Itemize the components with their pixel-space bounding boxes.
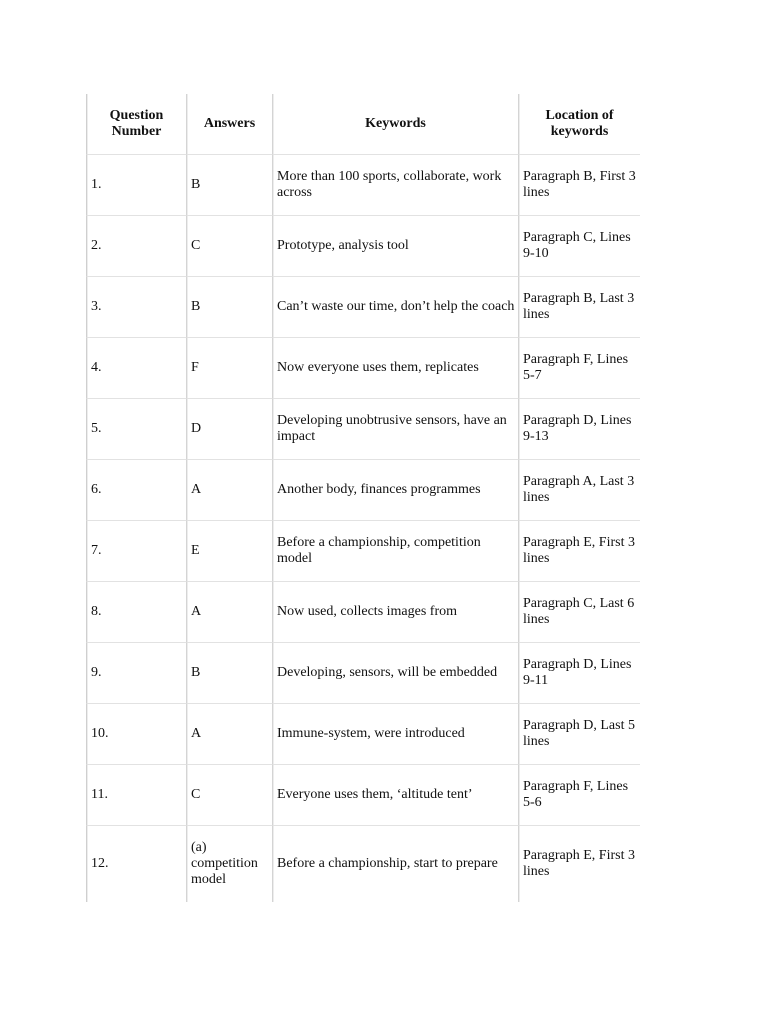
answer-cell: D xyxy=(186,399,272,460)
header-keywords: Keywords xyxy=(272,94,518,155)
table-row xyxy=(86,643,640,704)
table-row xyxy=(86,216,640,277)
table-row xyxy=(86,460,640,521)
location-cell: Paragraph E, First 3 lines xyxy=(518,521,640,582)
table-row xyxy=(86,765,640,826)
keywords-cell: Developing, sensors, will be embedded xyxy=(272,643,518,704)
location-cell: Paragraph C, Lines 9-10 xyxy=(518,216,640,277)
keywords-cell: Prototype, analysis tool xyxy=(272,216,518,277)
location-cell: Paragraph F, Lines 5-7 xyxy=(518,338,640,399)
question-number-cell: 6. xyxy=(86,460,186,521)
answer-key-table xyxy=(86,94,640,902)
keywords-cell: More than 100 sports, collaborate, work across xyxy=(272,155,518,216)
answer-cell: E xyxy=(186,521,272,582)
question-number-cell: 7. xyxy=(86,521,186,582)
keywords-cell: Immune-system, were introduced xyxy=(272,704,518,765)
answer-cell: (a) competition model xyxy=(186,826,272,902)
location-cell: Paragraph B, First 3 lines xyxy=(518,155,640,216)
table-row xyxy=(86,826,640,902)
location-cell: Paragraph D, Lines 9-13 xyxy=(518,399,640,460)
keywords-cell: Now used, collects images from xyxy=(272,582,518,643)
keywords-cell: Everyone uses them, ‘altitude tent’ xyxy=(272,765,518,826)
answer-cell: A xyxy=(186,460,272,521)
location-cell: Paragraph F, Lines 5-6 xyxy=(518,765,640,826)
question-number-cell: 9. xyxy=(86,643,186,704)
answer-cell: B xyxy=(186,155,272,216)
header-answers: Answers xyxy=(186,94,272,155)
header-question-number: Question Number xyxy=(86,94,186,155)
table-row xyxy=(86,704,640,765)
location-cell: Paragraph D, Lines 9-11 xyxy=(518,643,640,704)
location-cell: Paragraph D, Last 5 lines xyxy=(518,704,640,765)
table-row xyxy=(86,338,640,399)
answer-cell: B xyxy=(186,643,272,704)
keywords-cell: Developing unobtrusive sensors, have an impact xyxy=(272,399,518,460)
keywords-cell: Before a championship, competition model xyxy=(272,521,518,582)
question-number-cell: 5. xyxy=(86,399,186,460)
question-number-cell: 12. xyxy=(86,826,186,902)
answer-cell: C xyxy=(186,765,272,826)
location-cell: Paragraph C, Last 6 lines xyxy=(518,582,640,643)
answer-cell: C xyxy=(186,216,272,277)
location-cell: Paragraph B, Last 3 lines xyxy=(518,277,640,338)
question-number-cell: 10. xyxy=(86,704,186,765)
question-number-cell: 4. xyxy=(86,338,186,399)
table-row xyxy=(86,277,640,338)
table-row xyxy=(86,582,640,643)
table-row xyxy=(86,155,640,216)
answer-cell: B xyxy=(186,277,272,338)
question-number-cell: 1. xyxy=(86,155,186,216)
table-row xyxy=(86,521,640,582)
location-cell: Paragraph E, First 3 lines xyxy=(518,826,640,902)
table-row xyxy=(86,399,640,460)
keywords-cell: Can’t waste our time, don’t help the coach xyxy=(272,277,518,338)
location-cell: Paragraph A, Last 3 lines xyxy=(518,460,640,521)
answer-cell: F xyxy=(186,338,272,399)
question-number-cell: 2. xyxy=(86,216,186,277)
keywords-cell: Now everyone uses them, replicates xyxy=(272,338,518,399)
question-number-cell: 11. xyxy=(86,765,186,826)
answer-cell: A xyxy=(186,582,272,643)
keywords-cell: Another body, finances programmes xyxy=(272,460,518,521)
header-location: Location of keywords xyxy=(518,94,640,155)
keywords-cell: Before a championship, start to prepare xyxy=(272,826,518,902)
question-number-cell: 8. xyxy=(86,582,186,643)
answer-cell: A xyxy=(186,704,272,765)
header-row xyxy=(86,94,640,155)
question-number-cell: 3. xyxy=(86,277,186,338)
